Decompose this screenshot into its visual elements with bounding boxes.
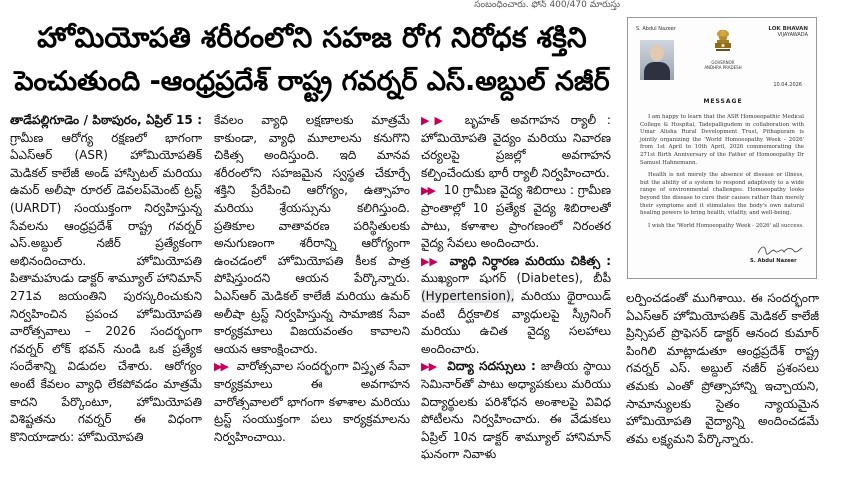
letter-date: 10.04.2026 [773, 82, 802, 88]
diagnosis-text-a: ముఖ్యంగా షుగర్ (Diabetes), బీపీ [421, 271, 611, 286]
emblem-caption [688, 60, 758, 70]
article-column-1 [10, 112, 202, 490]
seminars-text: జాతీయ స్థాయి సెమినార్‌తో పాటు అధ్యాపకులు మరియు విద్యార్థులకు పరిశోధన అంశాలపై వివిధ పోటీలను నిర్వహించారు. ఈ వేడుకలు ఏప్రిల్ 10న డాక్టర్ శామ్యూల్ హానిమాన్ ఘనంగా నివాళు [421, 359, 611, 462]
letter-heading: MESSAGE [703, 98, 743, 105]
letter-office-city: VIJAYAWADA [777, 32, 808, 38]
column-4-text: లర్పించడంతో ముగిశాయి. ఈ సందర్భంగా ఏఎస్ఆర్ హోమియోపతిక్ మెడికల్ కాలేజీ ప్రిన్సిపల్ ప్రొఫెసర్ డాక్టర్ ఆనంద కుమార్ పింగిలి మాట్లాడుతూ ఆంధ్రప్రదేశ్ రాష్ట్ర గవర్నర్ ఎస్. అబ్దుల్ నజీర్ ప్రశంసలు తమకు ఎంతో ప్రోత్సాహాన్ని ఇచ్చాయని, సామాన్యులకు సైతం న్యాయమైన హోమియోపతి వైద్యాన్ని అందించడమే తమ లక్ష్యమని పేర్కొన్నారు. [626, 291, 819, 446]
governor-photo [640, 40, 674, 80]
emblem-caption-line-1: GOVERNOR [711, 60, 735, 65]
top-strip [0, 0, 620, 14]
column-3-paragraph-3 [421, 253, 611, 359]
letter-paragraph-3: I wish the 'World Homoeopathy Week - 2026' all success. [648, 222, 804, 229]
seminars-label: విద్యా సదస్సులు : [447, 359, 536, 374]
column-3-paragraph-2 [421, 182, 611, 252]
letter-sender-name: S. Abdul Nazeer [636, 26, 676, 32]
hypertension-highlight: (Hypertension), [421, 288, 515, 303]
article-column-2 [214, 112, 410, 490]
article-column-3 [421, 112, 611, 490]
article-column-4 [626, 290, 819, 490]
headline-line-1: హోమియోపతి శరీరంలోని సహజ రోగ నిరోధక శక్తిని [37, 21, 587, 54]
column-2-paragraph-2-text: వారోత్సవాల సందర్భంగా విస్తృత సేవా కార్యక్రమాలు ఈ అవగాహన వారోత్సవాలలో భాగంగా కళాశాల మరియు ట్రస్ట్ సంయుక్తంగా పలు కార్యక్రమాలను నిర్వహించాయి. [214, 359, 410, 444]
letter-paragraph-2: Health is not merely the absence of disease or illness, but the ability of a system to respond adaptively to a wide range of environmental challenges. Homoeopathy looks beyond the disease to cure their causes rather than merely their symptoms and it stimulates the body's own natural healing powers to bring health, vitality, and well-being. [640, 172, 804, 217]
double-arrow-icon: ▶▶ [421, 114, 448, 127]
signature-icon [756, 244, 804, 256]
column-3-paragraph-2-text: 10 గ్రామీణ వైద్య శిబిరాలు : గ్రామీణ ప్రాంతాల్లో 10 ప్రత్యేక వైద్య శిబిరాలతో పాటు, కళాశాల ప్రాంగణంలో నిరంతర వైద్య సేవలు అందించారు. [421, 183, 611, 251]
letter-office-name: LOK BHAVAN [768, 26, 808, 32]
column-2-paragraph-2 [214, 358, 410, 446]
column-3-paragraph-1-text: బృహత్ అవగాహన ర్యాలీ : హోమియోపతి వైద్యం మరియు నివారణ చర్యలపై ప్రజల్లో అవగాహన కల్పించేందుకు భారీ ర్యాలీ నిర్వహించారు. [421, 113, 611, 180]
governor-message-letter [627, 17, 817, 279]
column-1-text: గ్రామీణ ఆరోగ్య రక్షణలో భాగంగా ఏఎస్ఆర్ (ASR) హోమియోపతిక్ మెడికల్ కాలేజీ అండ్ హాస్పిటల్ మరియు ఉమర్ అలీషా రూరల్ డెవలప్‌మెంట్ ట్రస్ట్ (UARDT) సంయుక్తంగా నిర్వహిస్తున్న సేవలను ఆంధ్రప్రదేశ్ రాష్ట్ర గవర్నర్ ఎస్.అబ్దుల్ నజీర్ ప్రత్యేకంగా అభినందించారు. హోమియోపతి పితామహుడు డాక్టర్ శామ్యూల్ హానిమాన్ 271వ జయంతిని పురస్కరించుకుని నిర్వహించిన ప్రపంచ హోమియోపతి వారోత్సవాలు – 2026 సందర్భంగా గవర్నర్ లోక్ భవన్ నుండి ఒక ప్రత్యేక సందేశాన్ని విడుదల చేశారు. ఆరోగ్యం అంటే కేవలం వ్యాధి లేకపోవడం మాత్రమే కాదని పేర్కొంటూ, హోమియోపతి విశిష్టతను గవర్నర్ ఈ విధంగా కొనియాడారు: హోమియోపతి [10, 130, 202, 444]
letter-body [640, 114, 804, 235]
double-arrow-icon: ▶▶ [421, 254, 438, 268]
letter-sender [636, 26, 676, 32]
double-arrow-icon: ▶▶ [421, 184, 434, 198]
top-strip-text: సంబంధించారు. ఫోన్ 400/470 మారుస్తు [474, 0, 620, 10]
letter-signature-name: S. Abdul Nazeer [750, 258, 797, 264]
state-emblem-icon [710, 28, 736, 58]
emblem-caption-line-2: ANDHRA PRADESH [704, 65, 742, 70]
diagnosis-text-b: మరియు థైరాయిడ్ వంటి దీర్ఘకాలిక వ్యాధులపై స్క్రీనింగ్ మరియు ఉచిత వైద్య సలహాలు అందించారు. [421, 288, 611, 356]
letter-paragraph-1: I am happy to learn that the ASR Homoeopathic Medical College & Hospital, Tadepalligudem in collaboration with Umar Alisha Rural Development Trust, Pithapuram is jointly organizing the 'World Homoeopathy Week - 2026' from 1st April to 10th April, 2026 commemorating the 271st Birth Anniversary of the Father of Homoeopathy Dr Samuel Hahnemann. [640, 114, 804, 166]
column-2-paragraph-1: కేవలం వ్యాధి లక్షణాలకు మాత్రమే కాకుండా, వ్యాధి మూలాలను కనుగొని చికిత్స అందిస్తుంది. ఇది మానవ శరీరంలోని సహజమైన స్వస్థత చేకూర్చే శక్తిని ప్రేరేపించి ఆరోగ్యం, ఉత్సాహం మరియు శ్రేయస్సును కలిగిస్తుంది. ప్రతికూల వాతావరణ పరిస్థితులకు అనుగుణంగా శరీరాన్ని ఆరోగ్యంగా ఉంచడంలో హోమియోపతి కీలక పాత్ర పోషిస్తుందని ఆయన పేర్కొన్నారు. ఏఎస్ఆర్ మెడికల్ కాలేజీ మరియు ఉమర్ అలీషా ట్రస్ట్ నిర్వహిస్తున్న సామాజిక సేవా కార్యక్రమాలు విజయవంతం కావాలని ఆయన ఆకాంక్షించారు. [214, 113, 410, 356]
dateline: తాడేపల్లిగూడెం / పిఠాపురం, ఏప్రిల్ 15 : [10, 113, 202, 127]
column-3-paragraph-1 [421, 112, 611, 182]
letter-office [768, 26, 808, 38]
headline [6, 16, 618, 104]
headline-line-2: పెంచుతుంది -ఆంధ్రప్రదేశ్ రాష్ట్ర గవర్నర్ ఎస్.అబ్దుల్ నజీర్ [14, 66, 610, 97]
diagnosis-label: వ్యాధి నిర్ధారణ మరియు చికిత్స : [449, 253, 611, 268]
double-arrow-icon: ▶▶ [214, 360, 227, 374]
double-arrow-icon: ▶▶ [421, 360, 437, 374]
column-3-paragraph-4 [421, 358, 611, 464]
